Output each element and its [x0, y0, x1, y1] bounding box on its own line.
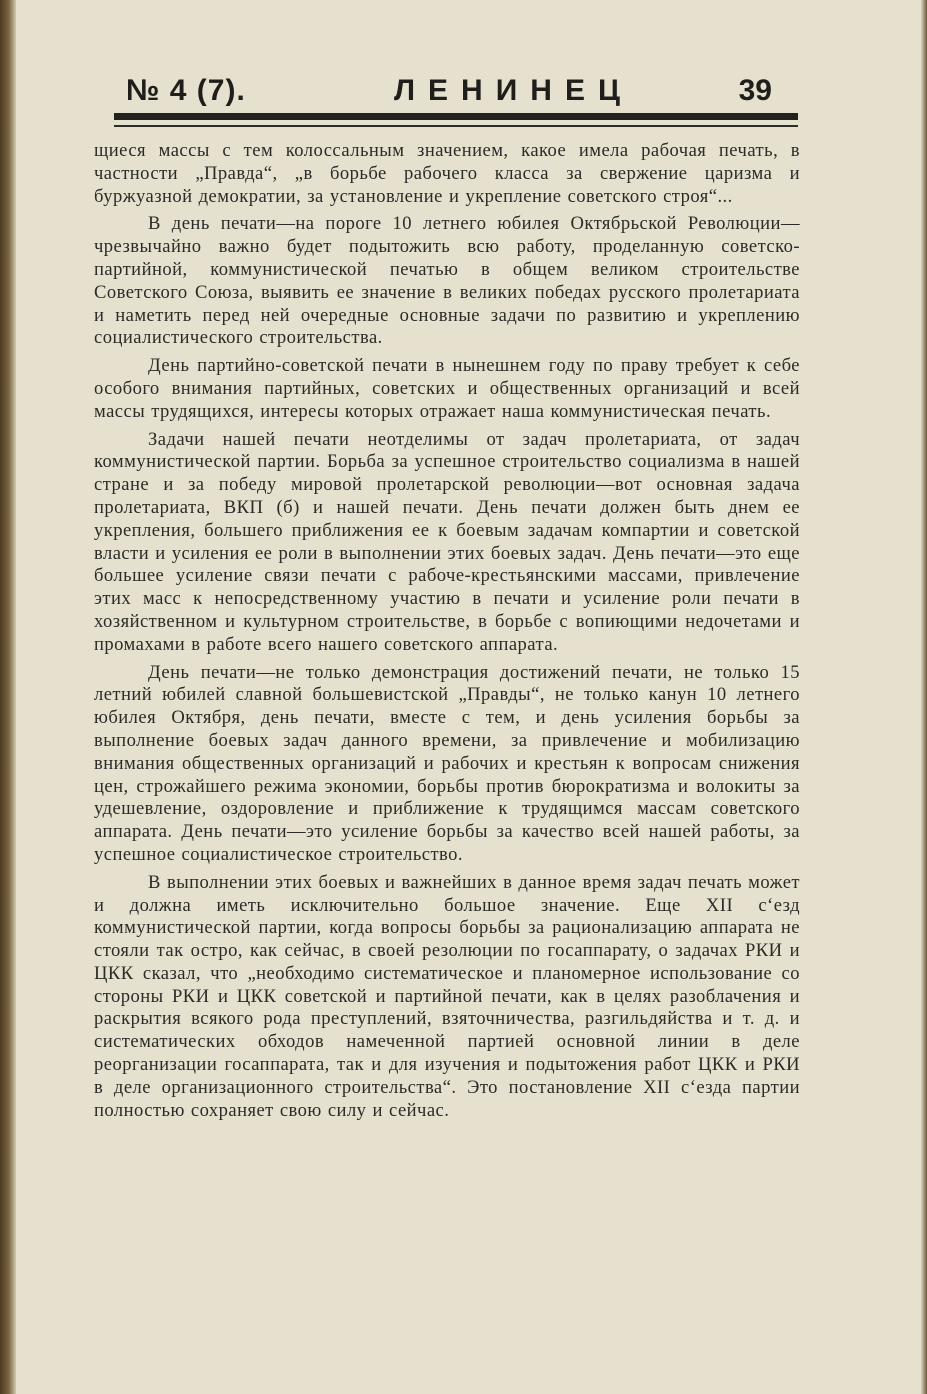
paragraph: Задачи нашей печати неотделимы от задач пролетариата, от задач коммунистической партии. Борьба за успешное строительство социализма в нашей стране и за победу мировой пролетарской революции—вот основная задача пролетариата, ВКП (б) и нашей печати. День печати должен быть днем ее укрепления, большего приближения ее к боевым задачам компартии и советской власти и усиления ее роли в выполнении этих боевых задач. День печати—это еще большее усиление связи печати с рабоче-крестьянскими массами, привлечение этих масс к непосредственному участию в печати и усиление роли печати в хозяйственном и культурном строительстве, в борьбе с вопиющими недочетами и промахами в работе всего нашего советского аппарата. [94, 428, 800, 655]
article-body [94, 140, 800, 1127]
publication-title: ЛЕНИНЕЦ [394, 74, 633, 107]
paragraph-continued: щиеся массы с тем колоссальным значением, какое имела рабочая печать, в частности „Правда“, „в борьбе рабочего класса за свержение царизма и буржуазной демократии, за установление и укрепление советского строя“... [94, 140, 800, 207]
header-rule-thick [114, 113, 798, 120]
paragraph: В выполнении этих боевых и важнейших в данное время задач печать может и должна иметь исключительно большое значение. Еще XII с‘езд коммунистической партии, когда вопросы борьбы за рационализацию аппарата не стояли так остро, как сейчас, в своей резолюции по госаппарату, о задачах РКИ и ЦКК сказал, что „необходимо систематическое и планомерное использование со стороны РКИ и ЦКК советской и партийной печати, как в целях разоблачения и раскрытия всякого рода преступлений, взяточничества, разгильдяйства и т. д. и систематических обходов намеченной партией основной линии в деле реорганизации госаппарата, так и для изучения и подытожения работ ЦКК и РКИ в деле организационного строительства“. Это постановление XII с‘езда партии полностью сохраняет свою силу и сейчас. [94, 871, 800, 1121]
issue-number: № 4 (7). [126, 74, 246, 107]
page-number: 39 [738, 74, 772, 107]
header-rule-thin [114, 125, 798, 127]
paragraph: В день печати—на пороге 10 летнего юбилея Октябрьской Революции—чрезвычайно важно будет подытожить всю работу, проделанную советско-партийной, коммунистической печатью в общем великом строительстве Советского Союза, выявить ее значение в великих победах русского пролетариата и наметить перед ней очередные основные задачи по развитию и укреплению социалистического строительства. [94, 213, 800, 349]
paragraph: День печати—не только демонстрация достижений печати, не только 15 летний юбилей славной большевистской „Правды“, не только канун 10 летнего юбилея Октября, день печати, вместе с тем, и день усиления борьбы за выполнение боевых задач данного времени, за привлечение и мобилизацию внимания общественных организаций и рабочих и крестьян к вопросам снижения цен, строжайшего режима экономии, борьбы против бюрократизма и волокиты за удешевление, оздоровление и приближение к трудящимся массам советского аппарата. День печати—это усиление борьбы за качество всей нашей работы, за успешное социалистическое строительство. [94, 661, 800, 865]
page-header [118, 70, 798, 114]
paragraph: День партийно-советской печати в нынешнем году по праву требует к себе особого внимания партийных, советских и общественных организаций и всей массы трудящихся, интересы которых отражает наша коммунистическая печать. [94, 355, 800, 422]
